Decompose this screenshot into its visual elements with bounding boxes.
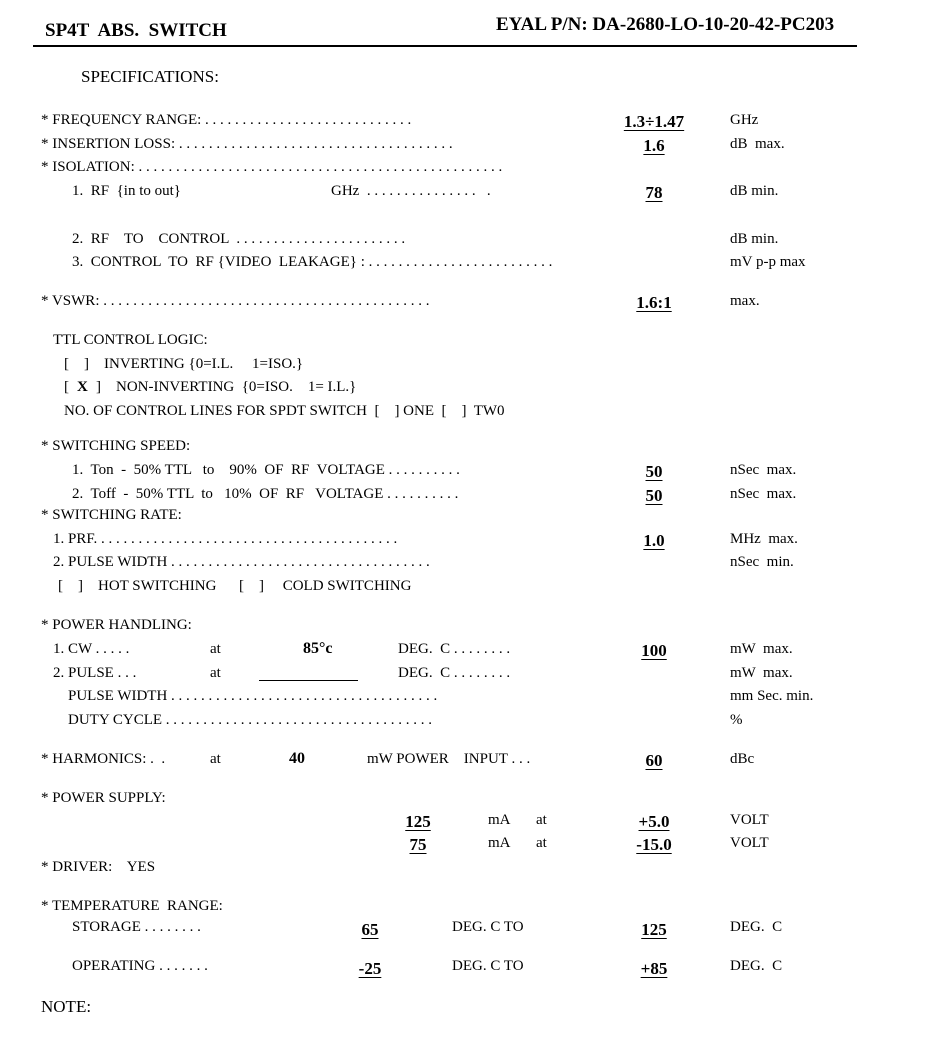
- cw-unit: mW max.: [730, 641, 793, 657]
- note-label: NOTE:: [41, 997, 92, 1016]
- power-supply-label: * POWER SUPPLY:: [41, 790, 166, 806]
- operating-unit: DEG. C: [730, 958, 783, 974]
- ttl-noninverting-checkmark: X: [77, 379, 88, 395]
- cw-temperature: 85°c: [303, 640, 333, 657]
- isolation-item3-label: 3. CONTROL TO RF {VIDEO LEAKAGE} : . . . . . . . . . . . . . . . . . . . . . . . . .: [72, 254, 553, 270]
- cw-deg: DEG. C . . . . . . . .: [398, 641, 511, 657]
- storage-label: STORAGE . . . . . . . .: [72, 919, 201, 935]
- toff-value: 50: [645, 486, 663, 505]
- supply-row1-at: at: [536, 812, 547, 828]
- insertion-loss-value: 1.6: [643, 136, 665, 155]
- hot-cold-switching: [ ] HOT SWITCHING [ ] COLD SWITCHING: [58, 578, 412, 594]
- harmonics-at: at: [210, 751, 221, 767]
- isolation-item1-label: 1. RF {in to out}: [72, 183, 181, 199]
- supply-row2-at: at: [536, 835, 547, 851]
- handling-pulse-width-label: PULSE WIDTH . . . . . . . . . . . . . . . . . . . . . . . . . . . . . . . . . . . .: [68, 688, 438, 704]
- duty-cycle-label: DUTY CYCLE . . . . . . . . . . . . . . . . . . . . . . . . . . . . . . . . . . . .: [68, 712, 433, 728]
- supply-row2-current: 75: [409, 835, 427, 854]
- prf-value: 1.0: [643, 531, 665, 550]
- rate-pulse-width-unit: nSec min.: [730, 554, 794, 570]
- temperature-label: * TEMPERATURE RANGE:: [41, 898, 223, 914]
- isolation-item1-value: 78: [645, 183, 663, 202]
- harmonics-unit: dBc: [730, 751, 755, 767]
- supply-row1-current-unit: mA: [488, 812, 511, 828]
- prf-unit: MHz max.: [730, 531, 798, 547]
- ttl-noninverting-text: ] NON-INVERTING {0=ISO. 1= I.L.}: [96, 379, 357, 395]
- isolation-label: * ISOLATION: . . . . . . . . . . . . . . . . . . . . . . . . . . . . . . . . . . . . . . . . . . . . . . . . .: [41, 159, 503, 175]
- ton-value: 50: [645, 462, 663, 481]
- insertion-loss-label: * INSERTION LOSS: . . . . . . . . . . . . . . . . . . . . . . . . . . . . . . . . . . . . .: [41, 136, 453, 152]
- pulse-label: 2. PULSE . . .: [53, 665, 137, 681]
- header-rule: [33, 45, 857, 47]
- storage-low: 65: [361, 920, 379, 939]
- cw-at: at: [210, 641, 221, 657]
- pulse-unit: mW max.: [730, 665, 793, 681]
- part-number: EYAL P/N: DA-2680-LO-10-20-42-PC203: [496, 14, 835, 35]
- pulse-at: at: [210, 665, 221, 681]
- ttl-title: TTL CONTROL LOGIC:: [53, 332, 208, 348]
- harmonics-input: mW POWER INPUT . . .: [367, 751, 531, 767]
- supply-row1-voltage: +5.0: [638, 812, 670, 831]
- supply-row2-volt-unit: VOLT: [730, 835, 769, 851]
- ton-label: 1. Ton - 50% TTL to 90% OF RF VOLTAGE . . . . . . . . . .: [72, 462, 460, 478]
- storage-unit: DEG. C: [730, 919, 783, 935]
- storage-to: DEG. C TO: [452, 919, 524, 935]
- harmonics-power: 40: [289, 750, 305, 767]
- document-title: SP4T ABS. SWITCH: [45, 20, 227, 41]
- specifications-heading: SPECIFICATIONS:: [81, 67, 219, 86]
- isolation-item2-unit: dB min.: [730, 231, 779, 247]
- isolation-item1-ghz: GHz . . . . . . . . . . . . . . . .: [331, 183, 491, 199]
- supply-row2-voltage: -15.0: [636, 835, 672, 854]
- frequency-label: * FREQUENCY RANGE: . . . . . . . . . . . . . . . . . . . . . . . . . . . .: [41, 112, 412, 128]
- frequency-value: 1.3÷1.47: [623, 112, 685, 131]
- ton-unit: nSec max.: [730, 462, 797, 478]
- supply-row2-current-unit: mA: [488, 835, 511, 851]
- supply-row1-volt-unit: VOLT: [730, 812, 769, 828]
- toff-unit: nSec max.: [730, 486, 797, 502]
- harmonics-label: * HARMONICS: . .: [41, 751, 166, 767]
- pulse-temperature-blank: [259, 680, 358, 681]
- ttl-control-lines: NO. OF CONTROL LINES FOR SPDT SWITCH [ ] ONE [ ] TW0: [64, 403, 505, 419]
- supply-row1-current: 125: [405, 812, 431, 831]
- operating-high: +85: [640, 959, 668, 978]
- cw-label: 1. CW . . . . .: [53, 641, 130, 657]
- vswr-label: * VSWR: . . . . . . . . . . . . . . . . . . . . . . . . . . . . . . . . . . . . . . . . . . . .: [41, 293, 430, 309]
- power-handling-label: * POWER HANDLING:: [41, 617, 192, 633]
- operating-low: -25: [358, 959, 382, 978]
- prf-label: 1. PRF. . . . . . . . . . . . . . . . . . . . . . . . . . . . . . . . . . . . . . . . .: [53, 531, 398, 547]
- operating-to: DEG. C TO: [452, 958, 524, 974]
- isolation-item2-label: 2. RF TO CONTROL . . . . . . . . . . . . . . . . . . . . . . .: [72, 231, 406, 247]
- frequency-unit: GHz: [730, 112, 759, 128]
- operating-label: OPERATING . . . . . . .: [72, 958, 208, 974]
- switching-speed-label: * SWITCHING SPEED:: [41, 438, 191, 454]
- vswr-value: 1.6:1: [636, 293, 672, 312]
- insertion-loss-unit: dB max.: [730, 136, 785, 152]
- switching-rate-label: * SWITCHING RATE:: [41, 507, 182, 523]
- duty-cycle-unit: %: [730, 712, 743, 728]
- isolation-item3-unit: mV p-p max: [730, 254, 806, 270]
- cw-value: 100: [641, 641, 667, 660]
- harmonics-value: 60: [645, 751, 663, 770]
- vswr-unit: max.: [730, 293, 760, 309]
- ttl-inverting: [ ] INVERTING {0=I.L. 1=ISO.}: [64, 356, 304, 372]
- toff-label: 2. Toff - 50% TTL to 10% OF RF VOLTAGE . . . . . . . . . .: [72, 486, 459, 502]
- isolation-item1-unit: dB min.: [730, 183, 779, 199]
- driver-line: * DRIVER: YES: [41, 859, 156, 875]
- ttl-noninverting-open: [: [64, 379, 69, 395]
- rate-pulse-width-label: 2. PULSE WIDTH . . . . . . . . . . . . . . . . . . . . . . . . . . . . . . . . . . .: [53, 554, 430, 570]
- pulse-deg: DEG. C . . . . . . . .: [398, 665, 511, 681]
- handling-pulse-width-unit: mm Sec. min.: [730, 688, 814, 704]
- storage-high: 125: [641, 920, 667, 939]
